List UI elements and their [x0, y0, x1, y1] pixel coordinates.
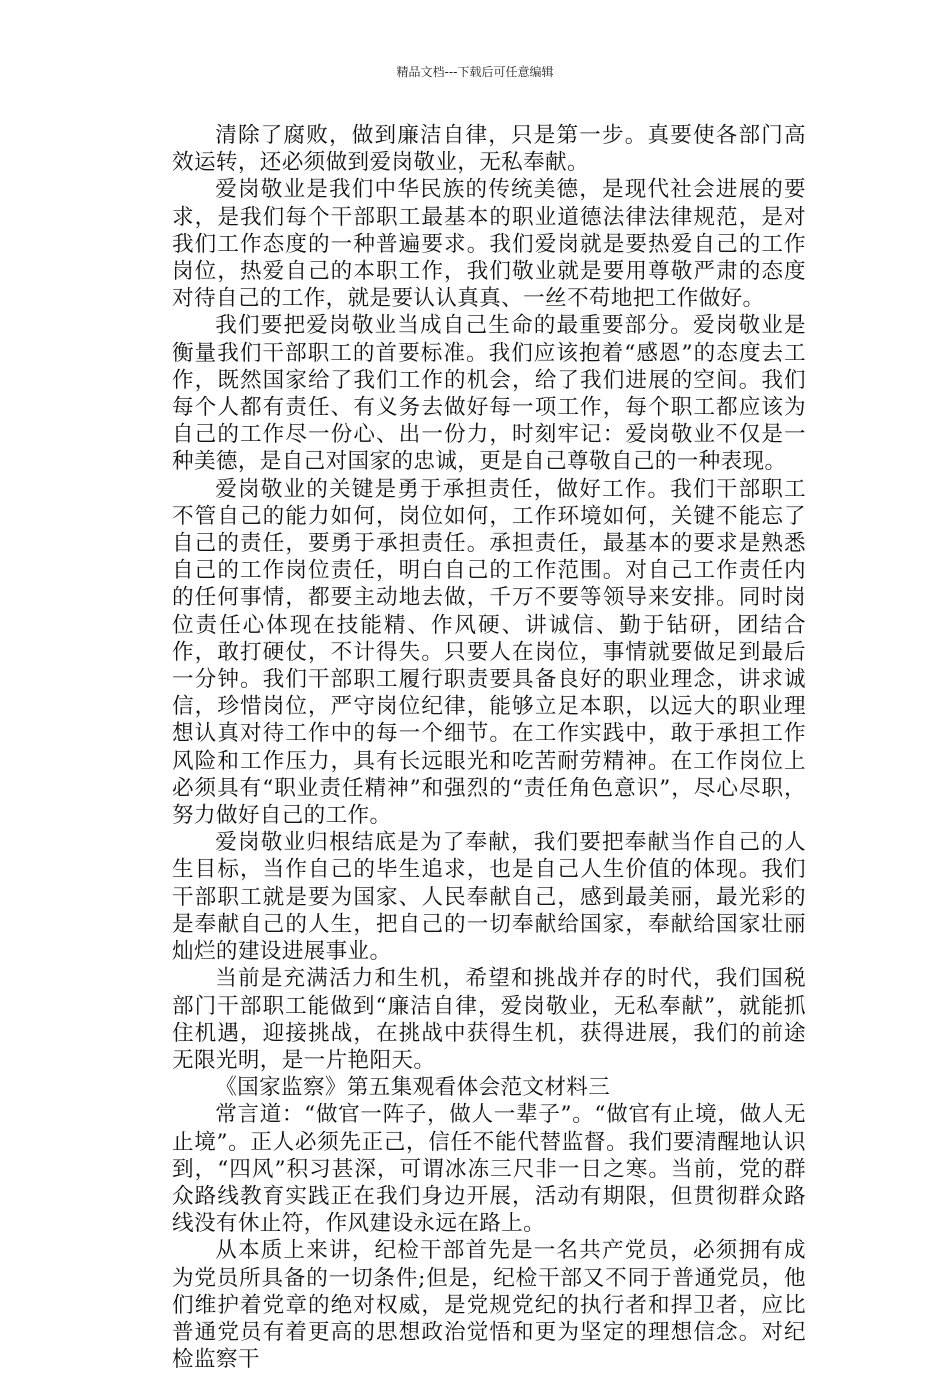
paragraph-4: 爱岗敬业的关键是勇于承担责任，做好工作。我们干部职工不管自己的能力如何，岗位如何，工作环境如何，关键不能忘了自己的责任，要勇于承担责任。承担责任，最基本的要求是熟悉自己的工作岗位责任，明白自己的工作范围。对自己工作责任内的任何事情，都要主动地去做，千万不要等领导来安排。同时岗位责任心体现在技能精、作风硬、讲诚信、勤于钻研，团结合作，敢打硬仗，不计得失。只要人在岗位，事情就要做足到最后一分钟。我们干部职工履行职责要具备良好的职业理念，讲求诚信，珍惜岗位，严守岗位纪律，能够立足本职，以远大的职业理想认真对待工作中的每一个细节。在工作实践中，敢于承担工作风险和工作压力，具有长远眼光和吃苦耐劳精神。在工作岗位上必须具有“职业责任精神”和强烈的“责任角色意识”，尽心尽职，努力做好自己的工作。: [172, 476, 806, 829]
paragraph-6: 当前是充满活力和生机，希望和挑战并存的时代，我们国税部门干部职工能做到“廉洁自律，爱岗敬业，无私奉献”，就能抓住机遇，迎接挑战，在挑战中获得生机，获得进展，我们的前途无限光明，是一片艳阳天。: [172, 966, 806, 1073]
paragraph-5: 爱岗敬业归根结底是为了奉献，我们要把奉献当作自己的人生目标，当作自己的毕生追求，也是自己人生价值的体现。我们干部职工就是要为国家、人民奉献自己，感到最美丽，最光彩的是奉献自己的人生，把自己的一切奉献给国家，奉献给国家壮丽灿烂的建设进展事业。: [172, 830, 806, 965]
page-header: 精品文档---下载后可任意编辑: [396, 65, 554, 79]
document-body: [172, 122, 806, 1373]
paragraph-7: 常言道：“做官一阵子，做人一辈子”。“做官有止境，做人无止境”。正人必须先正己，信任不能代替监督。我们要清醒地认识到，“四风”积习甚深，可谓冰冻三尺非一日之寒。当前，党的群众路线教育实践正在我们身边开展，活动有期限，但贯彻群众路线没有休止符，作风建设永远在路上。: [172, 1102, 806, 1237]
section-heading: 《国家监察》第五集观看体会范文材料三: [215, 1075, 611, 1101]
paragraph-2: 爱岗敬业是我们中华民族的传统美德，是现代社会进展的要求，是我们每个干部职工最基本的职业道德法律法律规范，是对我们工作态度的一种普遍要求。我们爱岗就是要热爱自己的工作岗位，热爱自己的本职工作，我们敬业就是要用尊敬严肃的态度对待自己的工作，就是要认认真真、一丝不苟地把工作做好。: [172, 177, 806, 312]
paragraph-3: 我们要把爱岗敬业当成自己生命的最重要部分。爱岗敬业是衡量我们干部职工的首要标准。我们应该抱着“感恩”的态度去工作，既然国家给了我们工作的机会，给了我们进展的空间。我们每个人都有责任、有义务去做好每一项工作，每个职工都应该为自己的工作尽一份心、出一份力，时刻牢记：爱岗敬业不仅是一种美德，是自己对国家的忠诚，更是自己尊敬自己的一种表现。: [172, 313, 806, 475]
paragraph-1: 清除了腐败，做到廉洁自律，只是第一步。真要使各部门高效运转，还必须做到爱岗敬业，无私奉献。: [172, 123, 806, 176]
paragraph-8: 从本质上来讲，纪检干部首先是一名共产党员，必须拥有成为党员所具备的一切条件;但是，纪检干部又不同于普通党员，他们维护着党章的绝对权威，是党规党纪的执行者和捍卫者，应比普通党员有着更高的思想政治觉悟和更为坚定的理想信念。对纪检监察干: [172, 1238, 806, 1373]
